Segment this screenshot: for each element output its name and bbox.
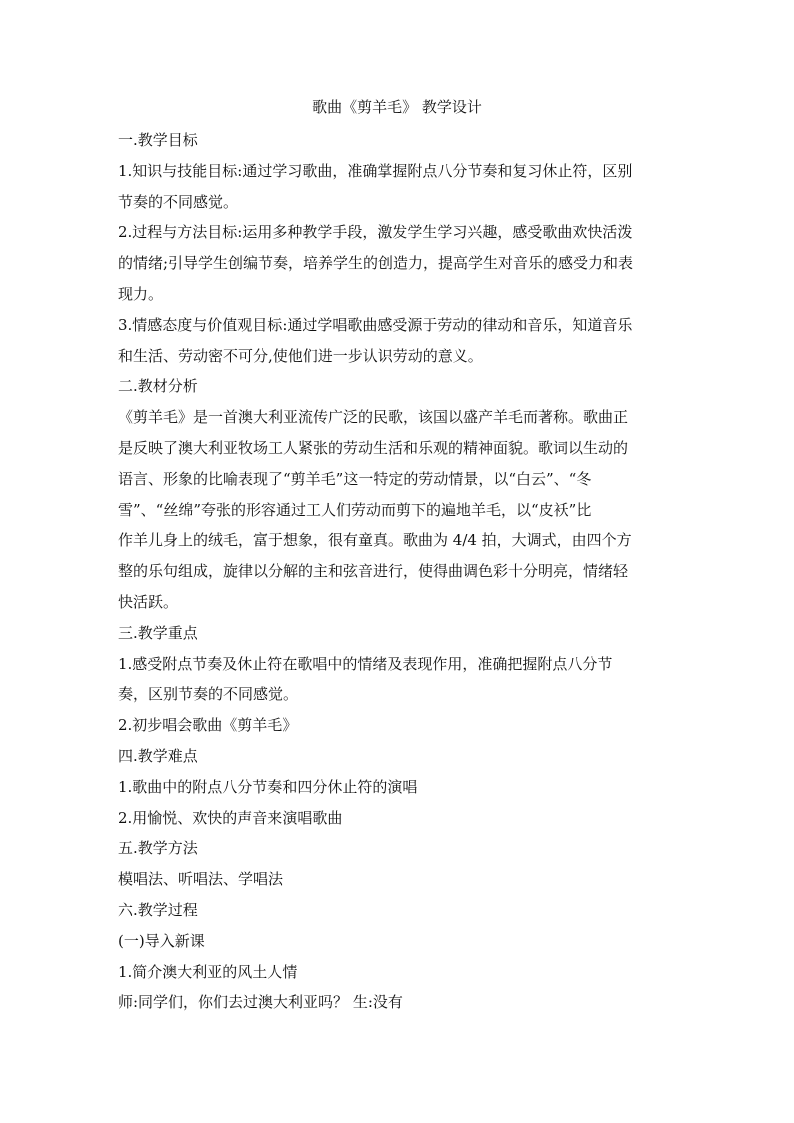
paragraph-line: 奏，区别节奏的不同感觉。: [118, 685, 299, 704]
heading-teaching-key-points: 三.教学重点: [118, 623, 198, 642]
paragraph-line: 作羊儿身上的绒毛，富于想象，很有童真。歌曲为 4/4 拍，大调式，由四个方: [118, 531, 632, 550]
paragraph-line: 2.用愉悦、欢快的声音来演唱歌曲: [118, 808, 343, 827]
paragraph-line: 雪”、“丝绵”夸张的形容通过工人们劳动而剪下的遍地羊毛，以“皮袄”比: [118, 500, 592, 519]
paragraph-line: 模唱法、听唱法、学唱法: [118, 870, 284, 889]
paragraph-line: 语言、形象的比喻表现了“剪羊毛”这一特定的劳动情景，以“白云”、“冬: [118, 469, 592, 488]
heading-teaching-methods: 五.教学方法: [118, 839, 198, 858]
heading-teaching-objectives: 一.教学目标: [118, 131, 198, 149]
paragraph-line: 2.过程与方法目标:运用多种教学手段，激发学生学习兴趣，感受歌曲欢快活泼: [118, 223, 633, 242]
paragraph-line: 的情绪;引导学生创编节奏，培养学生的创造力，提高学生对音乐的感受力和表: [118, 254, 634, 273]
paragraph-line: 1.知识与技能目标:通过学习歌曲，准确掌握附点八分节奏和复习休止符，区别: [118, 161, 633, 180]
paragraph-line: 和生活、劳动密不可分,使他们进一步认识劳动的意义。: [118, 346, 483, 365]
paragraph-line: 《剪羊毛》是一首澳大利亚流传广泛的民歌，该国以盛产羊毛而著称。歌曲正: [118, 408, 629, 427]
paragraph-line: 1.简介澳大利亚的风土人情: [118, 962, 298, 981]
heading-teaching-difficulties: 四.教学难点: [118, 746, 198, 765]
document-title: 歌曲《剪羊毛》 教学设计: [312, 98, 482, 116]
paragraph-line: 2.初步唱会歌曲《剪羊毛》: [118, 716, 298, 735]
paragraph-line: 节奏的不同感觉。: [118, 192, 239, 211]
paragraph-line: 1.感受附点节奏及休止符在歌唱中的情绪及表现作用，准确把握附点八分节: [118, 654, 613, 673]
paragraph-line: 现力。: [118, 284, 164, 303]
paragraph-line: 3.情感态度与价值观目标:通过学唱歌曲感受源于劳动的律动和音乐，知道音乐: [118, 315, 633, 334]
paragraph-line: 是反映了澳大利亚牧场工人紧张的劳动生活和乐观的精神面貌。歌词以生动的: [118, 438, 629, 457]
heading-material-analysis: 二.教材分析: [118, 377, 198, 396]
paragraph-line: 快活跃。: [118, 592, 179, 611]
heading-teaching-process: 六.教学过程: [118, 900, 198, 919]
paragraph-line: 整的乐句组成，旋律以分解的主和弦音进行，使得曲调色彩十分明亮，情绪轻: [118, 562, 629, 581]
paragraph-line: 师:同学们，你们去过澳大利亚吗？ 生:没有: [118, 993, 403, 1012]
subheading-introduction: (一)导入新课: [118, 931, 205, 950]
document-body: [118, 125, 684, 1018]
paragraph-line: 1.歌曲中的附点八分节奏和四分休止符的演唱: [118, 777, 418, 796]
